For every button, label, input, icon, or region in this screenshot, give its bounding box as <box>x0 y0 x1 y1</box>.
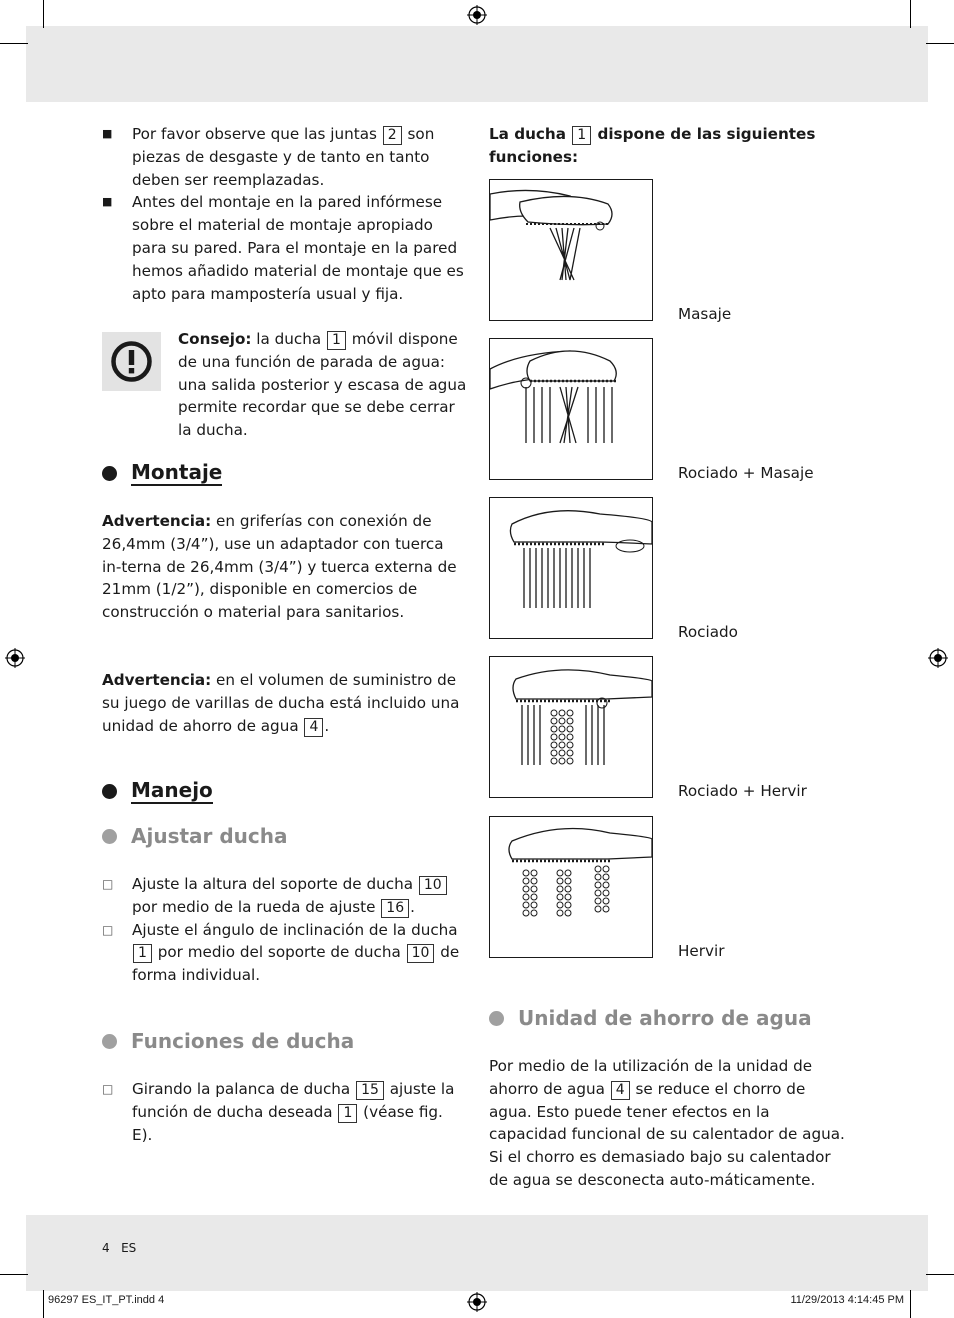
ref-box: 10 <box>419 876 447 895</box>
unidad-ahorro-heading: Unidad de ahorro de agua <box>489 1006 812 1030</box>
ref-box: 2 <box>383 126 402 145</box>
file-info: 96297 ES_IT_PT.indd 4 <box>48 1294 165 1306</box>
montaje-warning-2: Advertencia: en el volumen de suministro de su juego de varillas de ducha está incluido una unidad de ahorro de agua 4 . <box>102 671 460 735</box>
funciones-list <box>102 1078 468 1146</box>
crop-mark <box>910 1290 911 1318</box>
timestamp: 11/29/2013 4:14:45 PM <box>790 1294 904 1306</box>
square-bullet-icon: ■ <box>102 195 113 209</box>
montaje-warning-1: Advertencia: en griferías con conexión de 26,4mm (3/4”), use un adaptador con tuerca in-terna de 26,4mm (3/4”) y tuerca externa de 21mm (1/2”), disponible en comercios de construcción o material para sanitarios. <box>102 512 457 622</box>
list-item: □ Ajuste el ángulo de inclinación de la ducha 1 por medio del soporte de ducha 10 de forma individual. <box>102 920 460 985</box>
funciones-ducha-heading: Funciones de ducha <box>102 1029 354 1053</box>
figure-label: Rociado + Masaje <box>678 464 814 482</box>
list-item: ■ Antes del montaje en la pared infórmese sobre el material de montaje apropiado para su pared. Para el montaje en la pared hemos añadido material de montaje que es apto para mampostería usual y fija. <box>102 193 464 303</box>
figure-label: Hervir <box>678 942 725 960</box>
ref-box: 16 <box>381 899 409 918</box>
square-bullet-icon: ■ <box>102 127 113 140</box>
heading-bullet-icon <box>102 784 117 799</box>
ref-box: 10 <box>407 944 435 963</box>
ajustar-ducha-heading: Ajustar ducha <box>102 824 288 848</box>
figure-rociado <box>489 497 653 639</box>
ref-box: 4 <box>304 718 323 737</box>
shower-hervir-icon <box>490 817 652 957</box>
shower-rociado-masaje-icon <box>490 339 652 479</box>
manejo-heading: Manejo <box>102 778 213 804</box>
crop-mark <box>926 43 954 44</box>
figure-rociado-hervir <box>489 656 653 798</box>
heading-bullet-icon <box>102 1034 117 1049</box>
registration-mark-icon <box>5 648 25 668</box>
shower-rociado-icon <box>490 498 652 638</box>
tip-text: Consejo: la ducha 1 móvil dispone de una función de parada de agua: una salida posterior y escasa de agua permite recordar que se debe cerrar la ducha. <box>178 330 467 440</box>
ref-box: 1 <box>338 1104 357 1123</box>
checkbox-bullet-icon: □ <box>102 877 114 891</box>
figure-rociado-masaje <box>489 338 653 480</box>
crop-mark <box>0 43 28 44</box>
ref-box: 1 <box>572 126 591 145</box>
ref-box: 15 <box>356 1081 384 1100</box>
page-number: 4 ES <box>102 1241 137 1255</box>
ref-box: 4 <box>611 1081 630 1100</box>
figure-label: Masaje <box>678 305 732 323</box>
checkbox-bullet-icon: □ <box>102 922 114 937</box>
left-bullets <box>102 123 468 305</box>
ajustar-list <box>102 873 468 987</box>
figure-label: Rociado <box>678 623 738 641</box>
checkbox-bullet-icon: □ <box>102 1082 114 1096</box>
shower-masaje-icon <box>490 180 652 320</box>
shower-rociado-hervir-icon <box>490 657 652 797</box>
registration-mark-icon <box>467 1292 487 1312</box>
heading-bullet-icon <box>489 1011 504 1026</box>
crop-mark <box>926 1274 954 1275</box>
crop-mark <box>43 1290 44 1318</box>
list-item: □ Ajuste la altura del soporte de ducha 10 por medio de la rueda de ajuste 16 . <box>102 873 468 919</box>
header-band <box>26 26 928 102</box>
figure-masaje <box>489 179 653 321</box>
list-item: □ Girando la palanca de ducha 15 ajuste la función de ducha deseada 1 (véase fig. E). <box>102 1080 455 1144</box>
footer-band <box>26 1215 928 1291</box>
crop-mark <box>0 1274 28 1275</box>
heading-bullet-icon <box>102 466 117 481</box>
figure-label: Rociado + Hervir <box>678 782 807 800</box>
ref-box: 1 <box>133 944 152 963</box>
crop-mark <box>43 0 44 28</box>
unidad-ahorro-text: Por medio de la utilización de la unidad de ahorro de agua 4 se reduce el chorro de agua. Esto puede tener efectos en la capacidad funcional de su calentador de agua. Si el chorro es demasiado bajo su calentador de agua se desconecta auto-máticamente. <box>489 1057 845 1189</box>
crop-mark <box>910 0 911 28</box>
functions-intro: La ducha 1 dispone de las siguientes funciones: <box>489 125 816 166</box>
figure-hervir <box>489 816 653 958</box>
montaje-heading: Montaje <box>102 460 222 486</box>
registration-mark-icon <box>467 5 487 25</box>
list-item: ■ Por favor observe que las juntas 2 son piezas de desgaste y de tanto en tanto deben ser reemplazadas. <box>102 125 435 189</box>
ref-box: 1 <box>327 331 346 350</box>
tip-warning-icon <box>102 332 161 391</box>
heading-bullet-icon <box>102 829 117 844</box>
registration-mark-icon <box>928 648 948 668</box>
